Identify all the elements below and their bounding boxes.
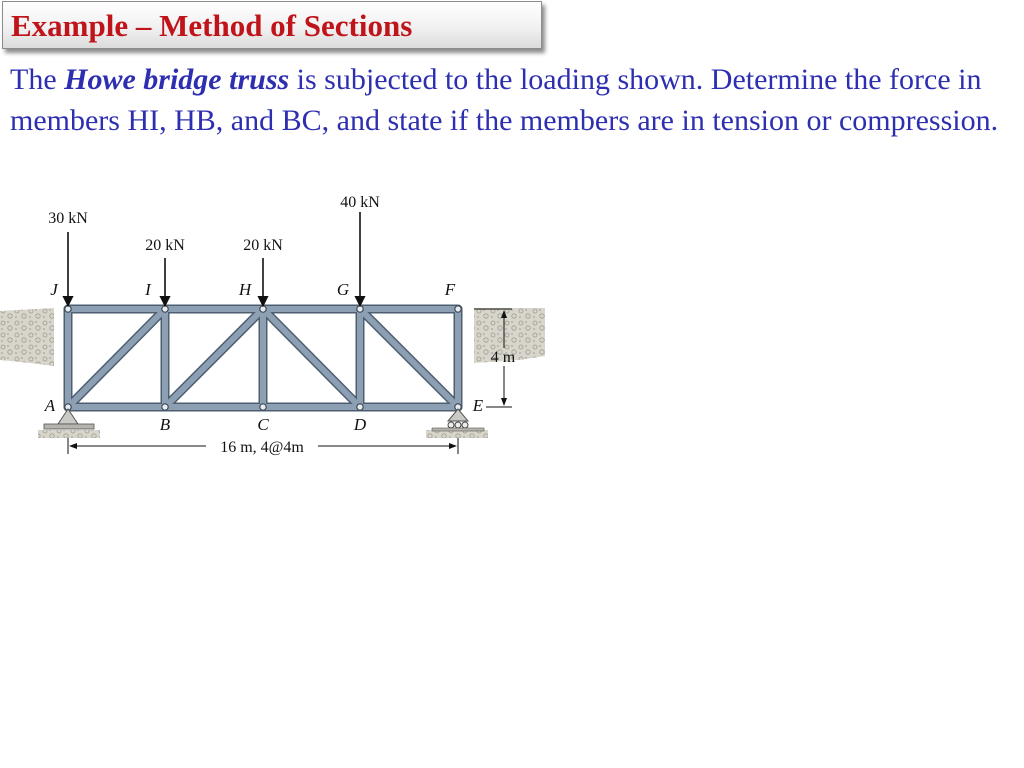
left-embankment xyxy=(0,308,54,366)
node-label-A: A xyxy=(44,396,56,415)
load-label-I: 20 kN xyxy=(145,237,185,254)
node-label-D: D xyxy=(353,415,367,434)
slide-title-box xyxy=(2,1,542,49)
node-label-G: G xyxy=(336,280,350,299)
height-dimension-label: 4 m xyxy=(490,349,516,366)
span-dimension-label: 16 m, 4@4m xyxy=(220,439,304,456)
load-label-J: 30 kN xyxy=(48,210,88,227)
problem-emphasis: Howe bridge truss xyxy=(64,63,290,96)
node-label-F: F xyxy=(444,280,456,299)
node-label-J: J xyxy=(50,280,58,299)
node-label-H: H xyxy=(238,280,252,299)
load-label-G: 40 kN xyxy=(340,194,380,211)
load-label-H: 20 kN xyxy=(243,237,283,254)
truss-figure xyxy=(0,188,560,468)
node-label-I: I xyxy=(145,280,151,299)
problem-text-after: is subjected to the loading shown. Determine the force in members HI, HB, and BC, and state if the members are in tension or compression. xyxy=(10,63,999,137)
problem-text-before: The xyxy=(10,63,65,96)
problem-statement xyxy=(10,60,1020,141)
node-label-E: E xyxy=(472,396,484,415)
truss-members xyxy=(68,309,458,407)
node-label-B: B xyxy=(159,415,171,434)
slide-title: Example – Method of Sections xyxy=(11,8,413,43)
node-label-C: C xyxy=(257,415,269,434)
left-ground-strip xyxy=(38,430,100,438)
